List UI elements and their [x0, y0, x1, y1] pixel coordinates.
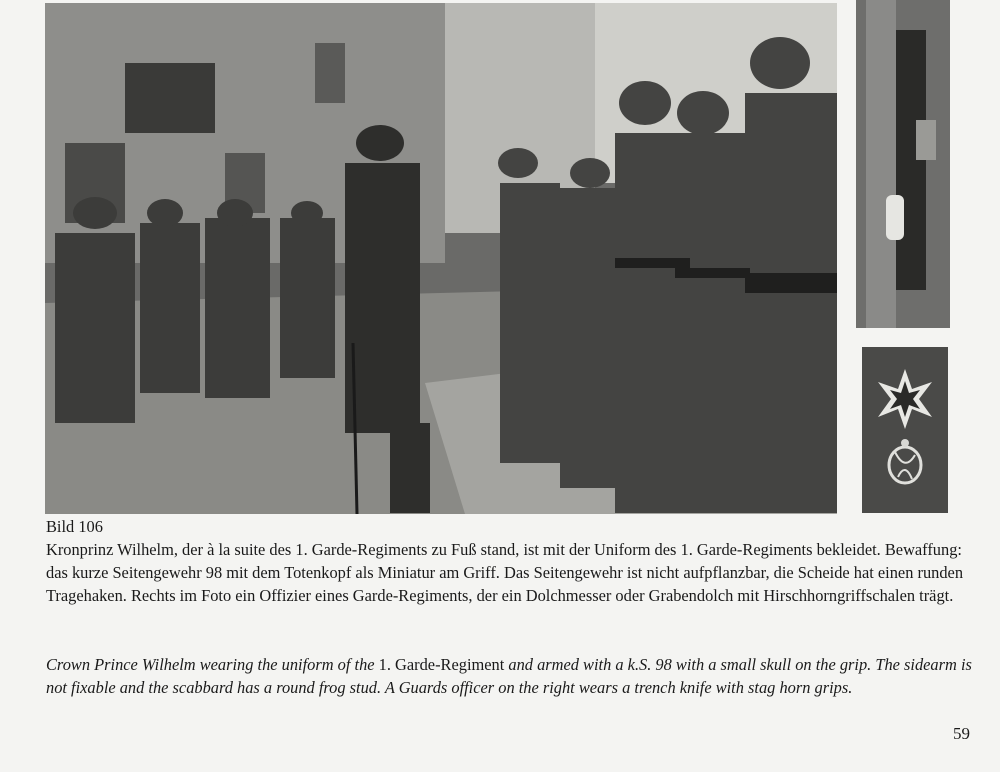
caption-english: [46, 653, 972, 699]
main-photograph-illustration: [45, 3, 837, 514]
caption-english-part1: Crown Prince Wilhelm wearing the uniform of the: [46, 655, 379, 674]
detail-photograph-trench-knife: [856, 0, 950, 328]
page-number: 59: [953, 724, 970, 743]
detail-photograph-iron-cross: [862, 347, 948, 513]
iron-cross-detail-illustration: [862, 347, 948, 513]
caption-german: Kronprinz Wilhelm, der à la suite des 1. Garde-Regiments zu Fuß stand, ist mit der Uniform des 1. Garde-Regiments bekleidet. Bewaffung: das kurze Seitengewehr 98 mit dem Totenkopf als Miniatur am Griff. Das Seitengewehr ist nicht aufpflanzbar, die Scheide hat einen runden Tragehaken. Rechts im Foto ein Offizier eines Garde-Regiments, der ein Dolchmesser oder Grabendolch mit Hirschhorngriffschalen trägt.: [46, 540, 964, 606]
caption-english-regiment: 1. Garde-Regiment: [378, 655, 505, 674]
figure-label: Bild 106: [46, 517, 103, 536]
trench-knife-detail-illustration: [856, 0, 950, 328]
caption-english-part2: and armed with a k.S. 98 with a small skull on the grip. The sidearm is not fixable and the scabbard has a round frog stud. A Guards officer on the right wears a trench knife with stag horn grips.: [46, 655, 972, 698]
main-photograph: [45, 3, 837, 514]
